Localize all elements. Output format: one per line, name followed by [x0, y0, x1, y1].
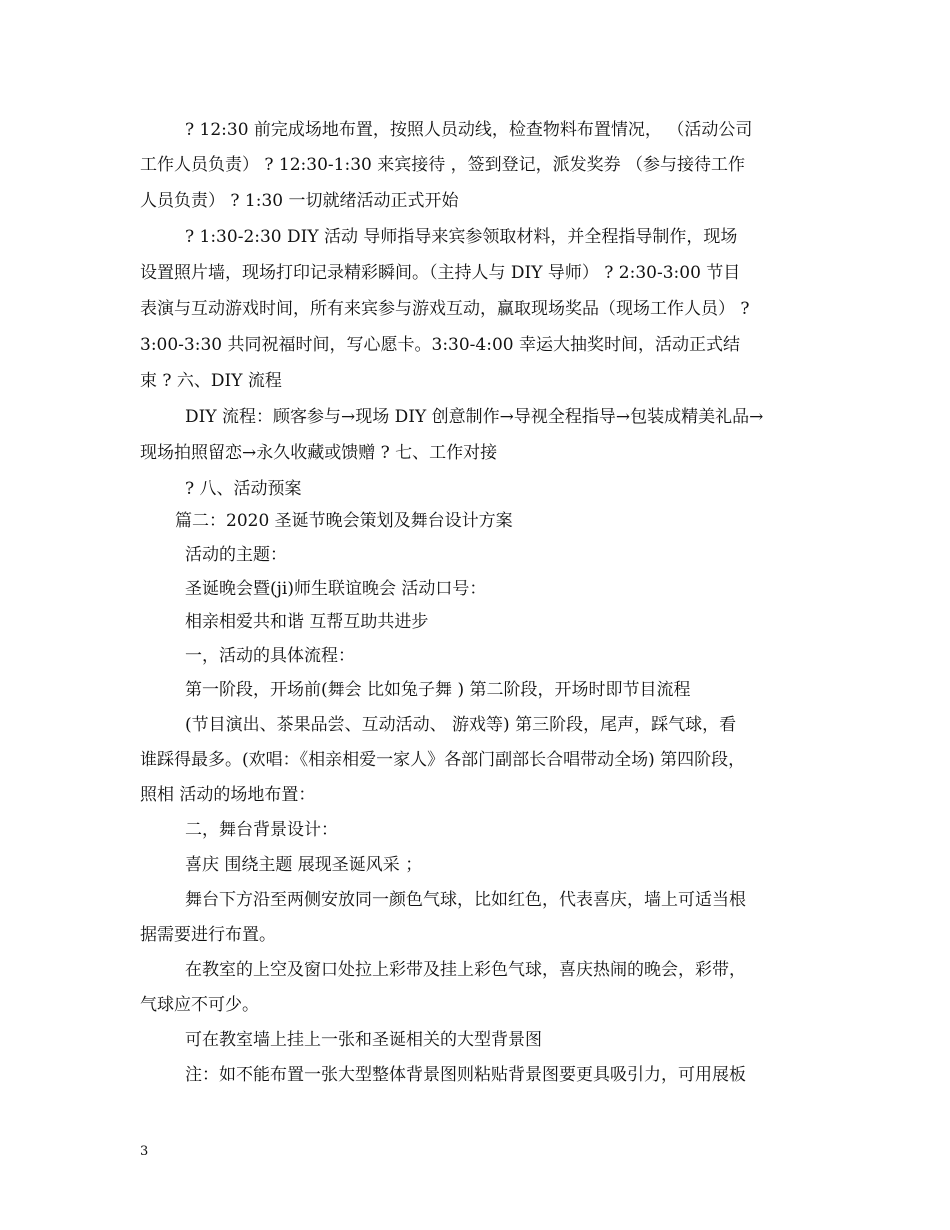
text-line: 表演与互动游戏时间，所有来宾参与游戏互动，赢取现场奖品（现场工作人员） ? — [140, 299, 750, 319]
text-line: 活动的主题： — [185, 545, 287, 565]
text-line: 第一阶段，开场前(舞会 比如兔子舞 ) 第二阶段，开场时即节目流程 — [185, 680, 691, 700]
text-line: 现场拍照留恋→永久收藏或馈赠 ? 七、工作对接 — [140, 443, 498, 463]
text-line: 一，活动的具体流程： — [185, 646, 355, 666]
text-line: 人员负责） ? 1:30 一切就绪活动正式开始 — [140, 191, 459, 211]
text-line: 3:00-3:30 共同祝福时间，写心愿卡。3:30-4:00 幸运大抽奖时间，活动正式结 — [140, 335, 740, 355]
text-line: 注：如不能布置一张大型整体背景图则粘贴背景图要更具吸引力，可用展板 — [185, 1065, 746, 1085]
text-line: 谁踩得最多。(欢唱：《相亲相爱一家人》各部门副部长合唱带动全场) 第四阶段， — [140, 750, 746, 770]
text-line: 在教室的上空及窗口处拉上彩带及挂上彩色气球，喜庆热闹的晚会，彩带， — [185, 960, 746, 980]
page-number: 3 — [140, 1144, 149, 1159]
text-line: 二，舞台背景设计： — [185, 820, 338, 840]
text-line: 束 ? 六、DIY 流程 — [140, 371, 282, 391]
text-line: 工作人员负责） ? 12:30-1:30 来宾接待 ，签到登记，派发奖券 （参与接待工作 — [140, 155, 746, 175]
text-line: 可在教室墙上挂上一张和圣诞相关的大型背景图 — [185, 1030, 542, 1050]
text-line: ? 12:30 前完成场地布置，按照人员动线，检查物料布置情况， （活动公司 — [185, 120, 753, 140]
text-line: DIY 流程：顾客参与→现场 DIY 创意制作→导视全程指导→包装成精美礼品→ — [185, 407, 764, 427]
text-line: 舞台下方沿至两侧安放同一颜色气球，比如红色，代表喜庆，墙上可适当根 — [185, 890, 746, 910]
text-line: 照相 活动的场地布置： — [140, 785, 316, 805]
text-line: ? 1:30-2:30 DIY 活动 导师指导来宾参领取材料，并全程指导制作，现场 — [185, 227, 738, 247]
text-line: 相亲相爱共和谐 互帮互助共进步 — [185, 612, 429, 632]
text-line: ? 八、活动预案 — [185, 479, 302, 499]
text-line: 气球应不可少。 — [140, 995, 259, 1015]
text-line: (节目演出、茶果品尝、互动活动、 游戏等) 第三阶段，尾声，踩气球，看 — [185, 715, 737, 735]
text-line: 据需要进行布置。 — [140, 925, 276, 945]
section-heading: 篇二：2020 圣诞节晚会策划及舞台设计方案 — [175, 511, 513, 531]
text-line: 喜庆 围绕主题 展现圣诞风采 ； — [185, 855, 423, 875]
text-line: 设置照片墙，现场打印记录精彩瞬间。（主持人与 DIY 导师） ? 2:30-3:00 节目 — [140, 263, 741, 283]
text-line: 圣诞晚会暨(ji)师生联谊晚会 活动口号： — [185, 579, 487, 599]
